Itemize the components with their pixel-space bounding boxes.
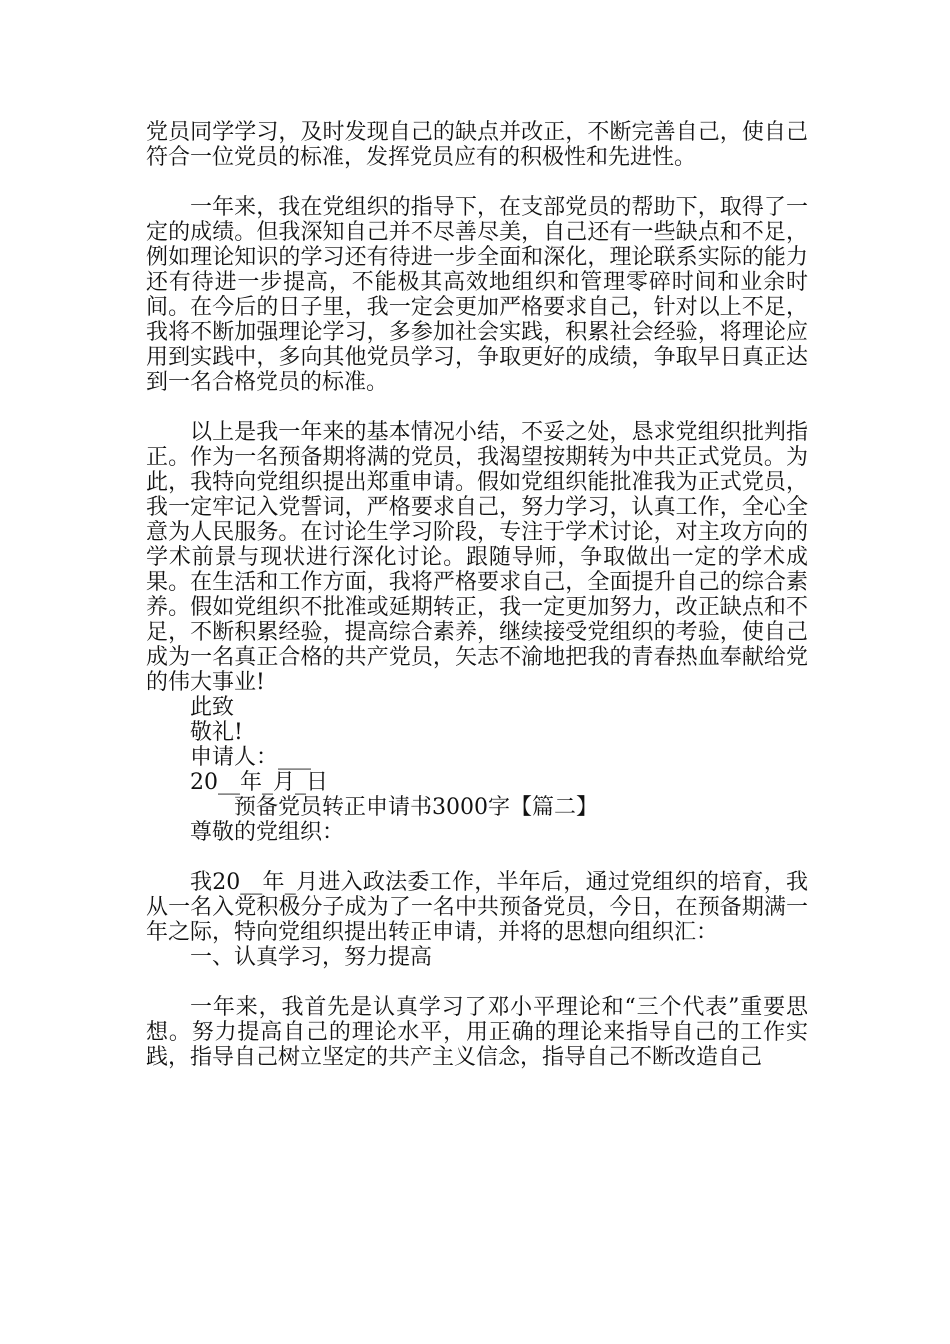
closing-salute: 敬礼! xyxy=(190,720,243,745)
paragraph-1: 党员同学学习，及时发现自己的缺点并改正，不断完善自己，使自己符合一位党员的标准，发挥党员应有的积极性和先进性。 xyxy=(146,120,808,170)
section-title-part-two: 预备党员转正申请书3000字【篇二】 xyxy=(234,795,598,820)
document-body xyxy=(146,120,808,1070)
paragraph-3: 以上是我一年来的基本情况小结，不妥之处，恳求党组织批判指正。作为一名预备期将满的党员，我渴望按期转为中共正式党员。为此，我特向党组织提出郑重申请。假如党组织能批准我为正式党员，我一定牢记入党誓词，严格要求自己，努力学习，认真工作，全心全意为人民服务。在讨论生学习阶段，专注于学术讨论，对主攻方向的学术前景与现状进行深化讨论。跟随导师，争取做出一定的学术成果。在生活和工作方面，我将严格要求自己，全面提升自己的综合素养。假如党组织不批准或延期转正，我一定更加努力，改正缺点和不足，不断积累经验，提高综合素养，继续接受党组织的考验，使自己成为一名真正合格的共产党员，矢志不渝地把我的青春热血奉献给党的伟大事业! xyxy=(146,420,808,695)
salutation: 尊敬的党组织： xyxy=(190,820,345,845)
closing-regards: 此致 xyxy=(190,695,235,720)
paragraph-5: 一年来，我首先是认真学习了邓小平理论和“三个代表”重要思想。努力提高自己的理论水平，用正确的理论来指导自己的工作实践，指导自己树立坚定的共产主义信念，指导自己不断改造自己 xyxy=(146,995,808,1070)
application-date: 20__年_月_日 xyxy=(190,770,328,795)
paragraph-4: 我20__年_月进入政法委工作，半年后，通过党组织的培育，我从一名入党积极分子成为了一名中共预备党员，今日，在预备期满一年之际，特向党组织提出转正申请，并将的思想向组织汇： xyxy=(146,870,808,945)
applicant-signature: 申请人：___ xyxy=(190,745,312,770)
paragraph-2: 一年来，我在党组织的指导下，在支部党员的帮助下，取得了一定的成绩。但我深知自己并不尽善尽美，自己还有一些缺点和不足，例如理论知识的学习还有待进一步全面和深化，理论联系实际的能力还有待进一步提高，不能极其高效地组织和管理零碎时间和业余时间。在今后的日子里，我一定会更加严格要求自己，针对以上不足，我将不断加强理论学习，多参加社会实践，积累社会经验，将理论应用到实践中，多向其他党员学习，争取更好的成绩，争取早日真正达到一名合格党员的标准。 xyxy=(146,195,808,395)
section-heading-1: 一、认真学习，努力提高 xyxy=(190,945,433,970)
